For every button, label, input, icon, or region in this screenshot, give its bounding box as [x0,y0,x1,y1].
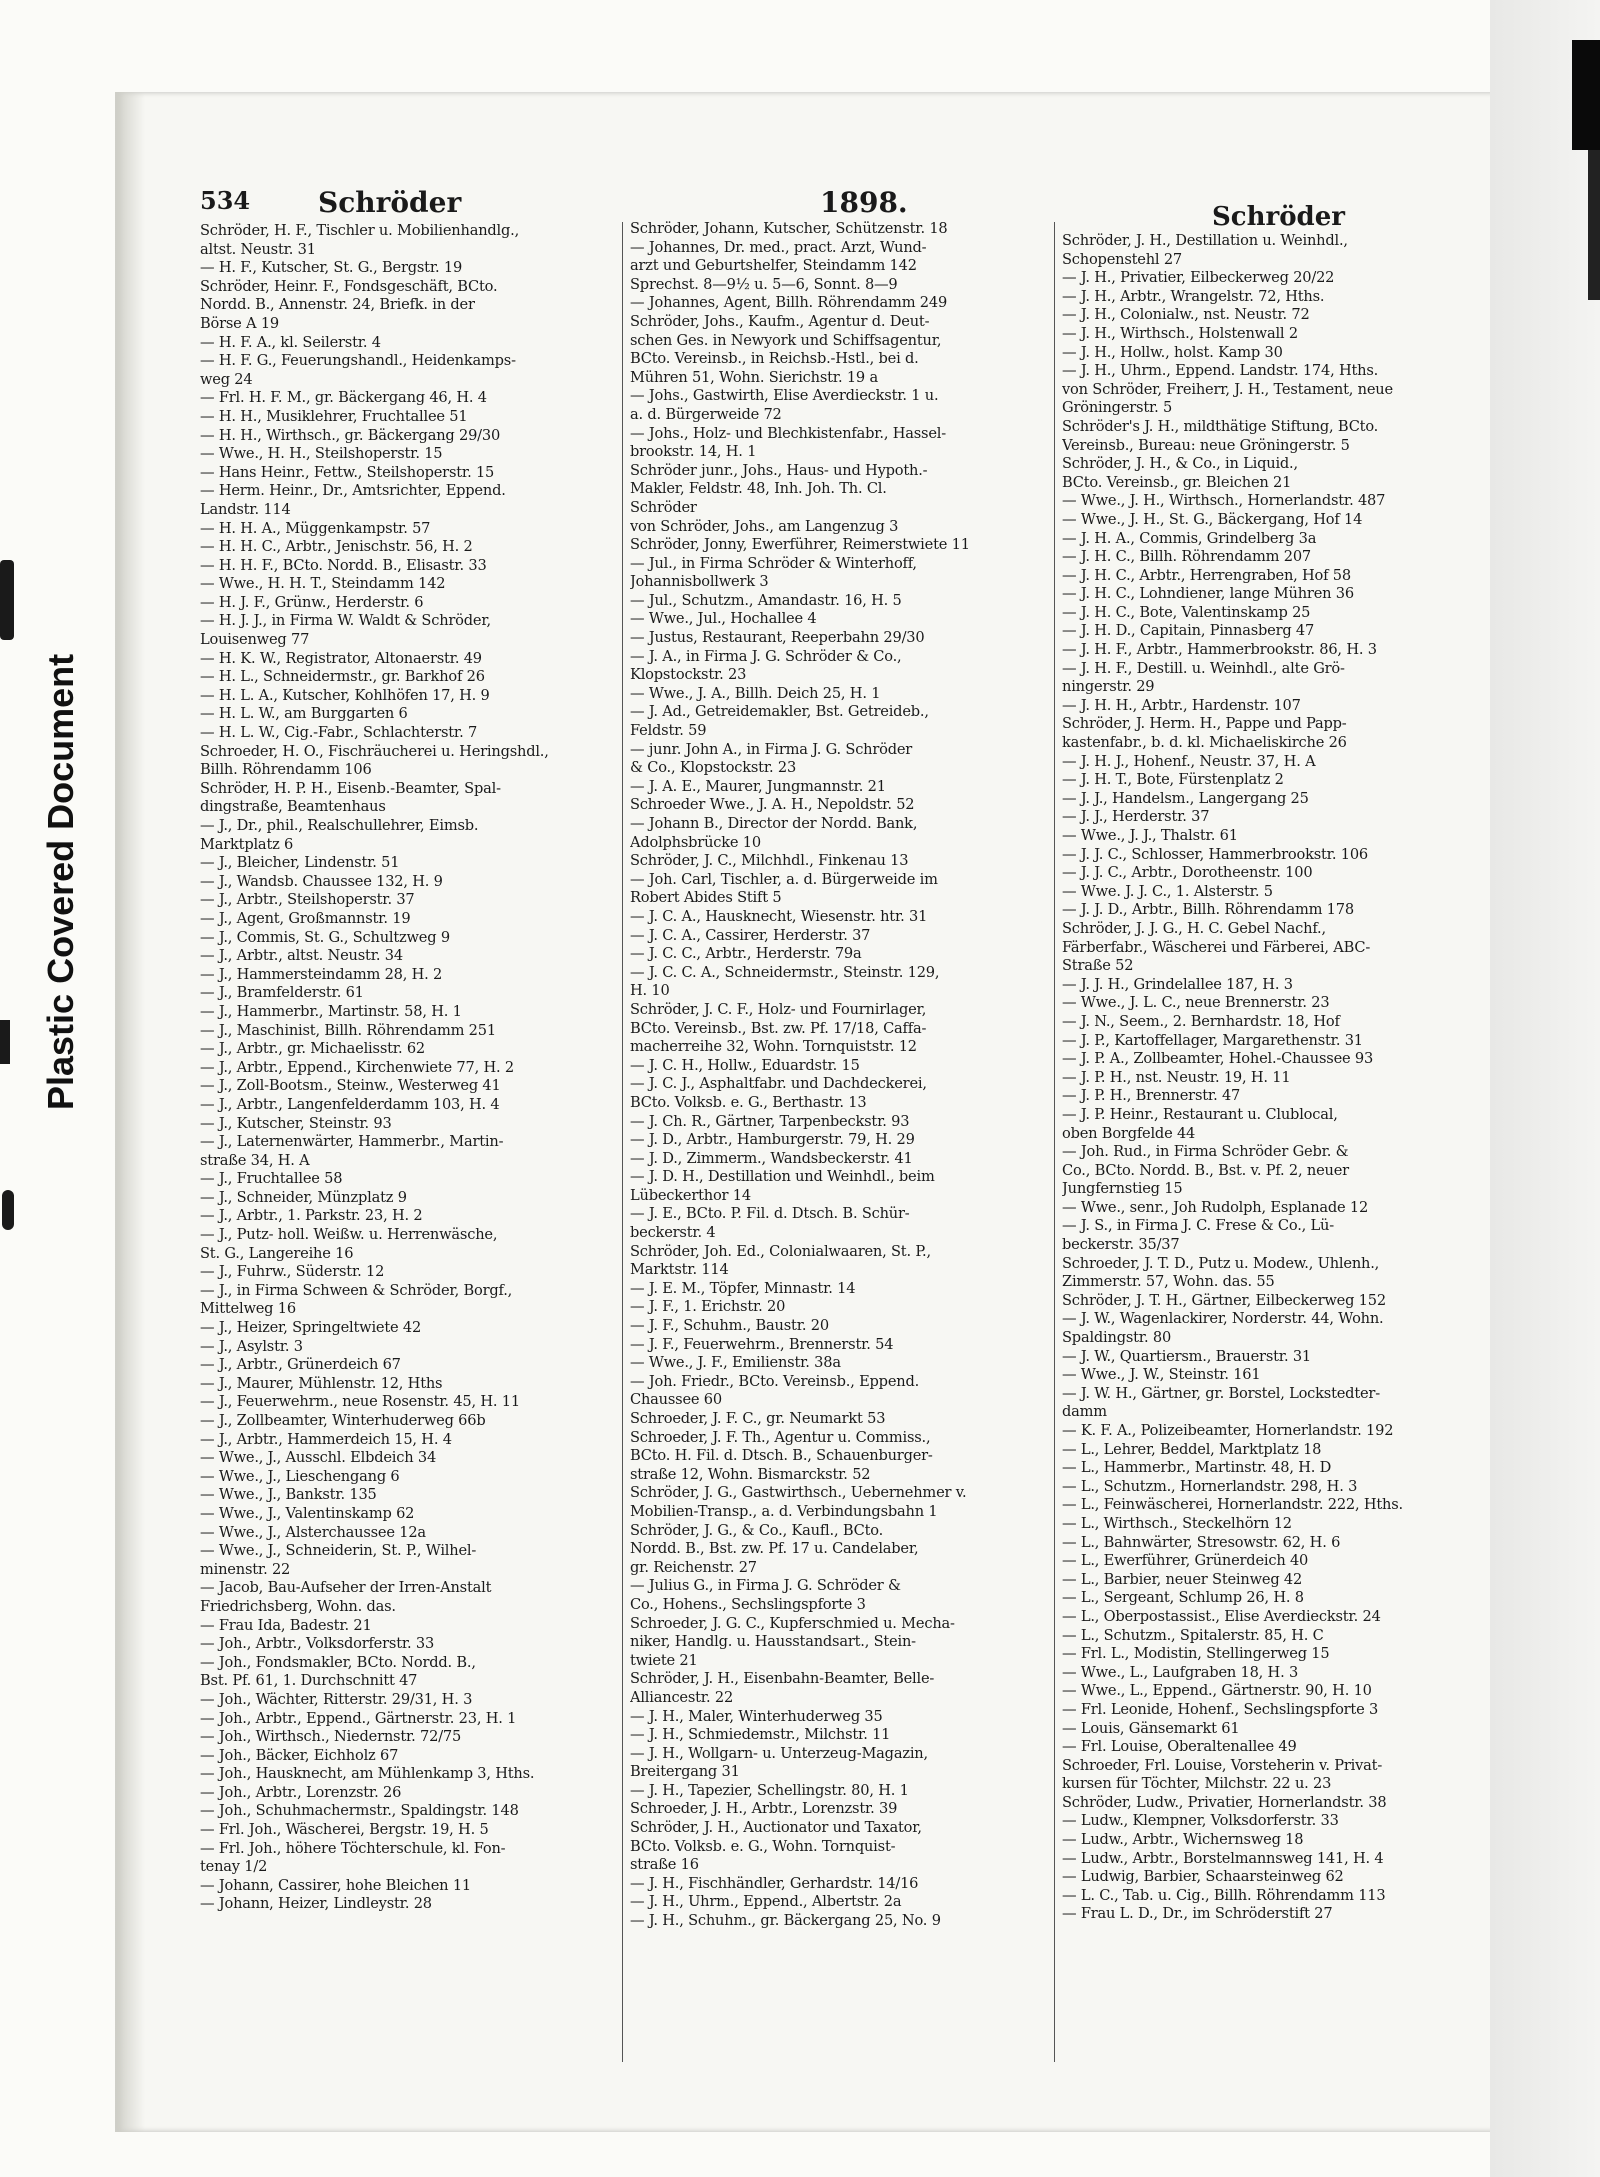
directory-entry: — J. H., Schuhm., gr. Bäckergang 25, No. 9 [630,1912,941,1930]
directory-entry: — H. H. A., Müggenkampstr. 57 [200,519,431,537]
directory-entry: — J. W., Quartiersm., Brauerstr. 31 [1062,1347,1312,1365]
directory-entry: — L., Lehrer, Beddel, Marktplatz 18 [1062,1440,1322,1458]
directory-entry: — Johannes, Agent, Billh. Röhrendamm 249 [630,294,948,312]
directory-entry: — L., Wirthsch., Steckelhörn 12 [1062,1514,1292,1532]
directory-entry: — Wwe., J. J., Thalstr. 61 [1062,827,1238,844]
directory-entry: — J. C. J., Asphaltfabr. und Dachdeckerei, [630,1075,927,1093]
directory-entry: Spaldingstr. 80 [1062,1329,1172,1347]
directory-entry: beckerstr. 35/37 [1062,1236,1180,1254]
directory-entry: — Jul., in Firma Schröder & Winterhoff, [630,554,917,572]
directory-entry: — Wwe., senr., Joh Rudolph, Esplanade 12 [1062,1198,1369,1216]
directory-entry: — Johannes, Dr. med., pract. Arzt, Wund- [630,238,927,256]
directory-entry: — J. S., in Firma J. C. Frese & Co., Lü- [1062,1217,1334,1235]
directory-entry: — J., Kutscher, Steinstr. 93 [200,1114,392,1132]
directory-entry: — Joh., Fondsmakler, BCto. Nordd. B., [200,1653,476,1671]
directory-entry: — J., Bleicher, Lindenstr. 51 [200,854,400,872]
directory-entry: Breitergang 31 [630,1763,740,1781]
directory-entry: — J., Arbtr., altst. Neustr. 34 [200,947,403,965]
directory-entry: BCto. Volksb. e. G., Wohn. Tornquist- [630,1837,896,1855]
directory-entry: Landstr. 114 [200,500,291,518]
directory-entry: twiete 21 [630,1651,698,1669]
directory-entry: BCto. H. Fil. d. Dtsch. B., Schauenburger- [630,1447,933,1465]
scan-corner-mark [1588,150,1600,300]
directory-entry: — Wwe., J., Bankstr. 135 [200,1486,377,1504]
directory-entry: — Johann B., Director der Nordd. Bank, [630,815,918,832]
directory-entry: Schroeder, J. F. C., gr. Neumarkt 53 [630,1410,886,1427]
directory-entry: — J., Zoll-Bootsm., Steinw., Westerweg 41 [200,1077,501,1095]
directory-entry: — L., Schutzm., Spitalerstr. 85, H. C [1062,1626,1324,1644]
directory-entry: Schröder, J. H., Eisenbahn-Beamter, Belle- [630,1670,935,1688]
directory-entry: Vereinsb., Bureau: neue Gröningerstr. 5 [1062,436,1350,454]
directory-entry: gr. Reichenstr. 27 [630,1558,757,1576]
directory-entry: Johannisbollwerk 3 [630,573,769,591]
directory-entry: Co., Hohens., Sechslingspforte 3 [630,1595,866,1613]
directory-entry: — H. H., Musiklehrer, Fruchtallee 51 [200,407,468,425]
directory-entry: — Ludw., Arbtr., Borstelmannsweg 141, H. 4 [1062,1849,1384,1867]
directory-entry: — Wwe., J., Alsterchaussee 12a [200,1523,426,1541]
directory-column-1 [200,222,620,1914]
directory-entry: brookstr. 14, H. 1 [630,443,757,461]
directory-entry: — H. K. W., Registrator, Altonaerstr. 49 [200,649,482,667]
directory-entry: — J., Fuhrw., Süderstr. 12 [200,1263,385,1281]
directory-entry: — J. H., Uhrm., Eppend. Landstr. 174, Hths. [1062,362,1379,380]
directory-entry: altst. Neustr. 31 [200,240,316,258]
directory-entry: oben Borgfelde 44 [1062,1124,1196,1142]
directory-entry: — J. J. D., Arbtr., Billh. Röhrendamm 178 [1062,901,1354,919]
directory-entry: — J., Arbtr., 1. Parkstr. 23, H. 2 [200,1207,423,1225]
directory-entry: Schröder, H. P. H., Eisenb.-Beamter, Spal- [200,779,501,797]
directory-entry: — L., Feinwäscherei, Hornerlandstr. 222, Hths. [1062,1496,1403,1514]
directory-entry: — J., Dr., phil., Realschullehrer, Eimsb. [200,817,479,834]
directory-entry: — J., Feuerwehrm., neue Rosenstr. 45, H. 11 [200,1393,520,1411]
side-label-text: Plastic Covered Document [40,653,81,1110]
directory-entry: Robert Abides Stift 5 [630,889,782,907]
directory-entry: straße 34, H. A [200,1151,310,1169]
directory-entry: — Jacob, Bau-Aufseher der Irren-Anstalt [200,1579,492,1597]
directory-entry: — J., Schneider, Münzplatz 9 [200,1188,407,1206]
directory-entry: — J., Putz- holl. Weißw. u. Herrenwäsche, [200,1226,498,1244]
directory-entry: — J. C. A., Hausknecht, Wiesenstr. htr. 31 [630,907,928,925]
directory-entry: BCto. Vereinsb., in Reichsb.-Hstl., bei d. [630,350,919,368]
directory-entry: — J. J. C., Schlosser, Hammerbrookstr. 106 [1062,845,1368,863]
directory-entry: — Wwe., J. L. C., neue Brennerstr. 23 [1062,994,1330,1012]
directory-entry: — J., Asylstr. 3 [200,1337,303,1355]
directory-entry: — J., Zollbeamter, Winterhuderweg 66b [200,1412,486,1429]
directory-entry: — Wwe., Jul., Hochallee 4 [630,610,817,628]
directory-entry: — junr. John A., in Firma J. G. Schröder [630,740,913,758]
directory-entry: BCto. Volksb. e. G., Berthastr. 13 [630,1093,867,1111]
directory-entry: Co., BCto. Nordd. B., Bst. v. Pf. 2, neuer [1062,1161,1349,1179]
directory-entry: — J., Arbtr., Eppend., Kirchenwiete 77, H. 2 [200,1058,514,1076]
directory-entry: — Wwe., J., Valentinskamp 62 [200,1504,415,1522]
directory-entry: — H. L., Schneidermstr., gr. Barkhof 26 [200,668,485,686]
directory-entry: — J., in Firma Schween & Schröder, Borgf., [200,1281,513,1299]
directory-entry: — J. W., Wagenlackirer, Norderstr. 44, Wohn. [1062,1310,1384,1328]
directory-entry: — J. H. D., Capitain, Pinnasberg 47 [1062,622,1315,640]
directory-entry: Schröder, H. F., Tischler u. Mobilienhandlg., [200,222,520,239]
directory-entry: Friedrichsberg, Wohn. das. [200,1597,396,1615]
directory-entry: Nordd. B., Annenstr. 24, Briefk. in der [200,296,475,314]
directory-entry: — Ludwig, Barbier, Schaarsteinweg 62 [1062,1868,1344,1886]
directory-entry: — J. C. H., Hollw., Eduardstr. 15 [630,1056,860,1074]
directory-entry: Börse A 19 [200,314,279,332]
directory-entry: — J. H. F., Arbtr., Hammerbrookstr. 86, H. 3 [1062,641,1377,659]
directory-entry: — J. H., Schmiedemstr., Milchstr. 11 [630,1726,891,1744]
directory-entry: — J. H., Hollw., holst. Kamp 30 [1062,343,1283,361]
directory-entry: St. G., Langereihe 16 [200,1244,354,1262]
directory-entry: — Wwe., J. H., St. G., Bäckergang, Hof 14 [1062,510,1363,528]
directory-entry: — Wwe., J., Schneiderin, St. P., Wilhel- [200,1542,477,1560]
directory-entry: Schroeder, J. F. Th., Agentur u. Commiss., [630,1428,931,1446]
directory-entry: — Frl. Joh., höhere Töchterschule, kl. Fon- [200,1839,506,1857]
directory-entry: — Ludw., Arbtr., Wichernsweg 18 [1062,1831,1304,1849]
directory-entry: — J. C. A., Cassirer, Herderstr. 37 [630,926,871,944]
page-gutter-shadow [115,92,145,2132]
scan-edge [1490,0,1600,2177]
directory-entry: — J., Arbtr., Grünerdeich 67 [200,1356,401,1374]
directory-entry: Schröder, J. H., Destillation u. Weinhdl., [1062,232,1348,249]
directory-entry: — J. E., BCto. P. Fil. d. Dtsch. B. Schür- [630,1205,910,1223]
directory-entry: — J. H. J., Hohenf., Neustr. 37, H. A [1062,752,1316,770]
directory-entry: Schröder, J. T. H., Gärtner, Eilbeckerweg 152 [1062,1291,1386,1309]
directory-entry: — Johann, Heizer, Lindleystr. 28 [200,1895,432,1913]
directory-entry: — J., Heizer, Springeltwiete 42 [200,1319,422,1337]
directory-entry: — J., Arbtr., gr. Michaelisstr. 62 [200,1040,425,1058]
directory-entry: beckerstr. 4 [630,1224,716,1242]
directory-entry: — K. F. A., Polizeibeamter, Hornerlandstr. 192 [1062,1422,1394,1439]
directory-entry: — J. E. M., Töpfer, Minnastr. 14 [630,1279,856,1297]
directory-entry: — Joh., Hausknecht, am Mühlenkamp 3, Hths. [200,1765,535,1783]
directory-entry: — Joh., Arbtr., Volksdorferstr. 33 [200,1635,435,1653]
running-head-right: Schröder [1212,202,1345,232]
directory-entry: ningerstr. 29 [1062,678,1155,696]
directory-entry: Nordd. B., Bst. zw. Pf. 17 u. Candelaber, [630,1540,919,1558]
directory-entry: Adolphsbrücke 10 [630,833,761,851]
directory-entry: Schröder, J. H., & Co., in Liquid., [1062,455,1298,473]
directory-entry: — J. H. H., Arbtr., Hardenstr. 107 [1062,696,1301,714]
directory-entry: BCto. Vereinsb., gr. Bleichen 21 [1062,473,1292,491]
directory-entry: — J. H., Privatier, Eilbeckerweg 20/22 [1062,269,1335,287]
directory-entry: — Herm. Heinr., Dr., Amtsrichter, Eppend. [200,482,506,500]
directory-entry: — J., Bramfelderstr. 61 [200,984,364,1002]
directory-entry: — Wwe., H. H. T., Steindamm 142 [200,575,446,593]
directory-entry: Klopstockstr. 23 [630,666,747,684]
directory-entry: Chaussee 60 [630,1391,722,1409]
directory-entry: — H. H., Wirthsch., gr. Bäckergang 29/30 [200,426,501,444]
directory-entry: — J. P. A., Zollbeamter, Hohel.-Chaussee 93 [1062,1050,1374,1068]
directory-entry: Mobilien-Transp., a. d. Verbindungsbahn 1 [630,1502,938,1520]
directory-entry: minenstr. 22 [200,1560,291,1578]
directory-entry: — Joh. Carl, Tischler, a. d. Bürgerweide im [630,870,938,888]
directory-entry: Schröder, J. C., Milchhdl., Finkenau 13 [630,852,909,870]
directory-entry: — J. F., Feuerwehrm., Brennerstr. 54 [630,1335,894,1353]
directory-column-2 [630,220,1050,1931]
directory-entry: H. 10 [630,982,670,1000]
directory-entry: — J. H. A., Commis, Grindelberg 3a [1062,529,1317,547]
directory-entry: Mittelweg 16 [200,1300,296,1318]
directory-entry: Gröningerstr. 5 [1062,399,1173,417]
directory-entry: — Hans Heinr., Fettw., Steilshoperstr. 15 [200,463,495,481]
directory-entry: Schopenstehl 27 [1062,250,1182,268]
directory-entry: Schröder junr., Johs., Haus- und Hypoth.- [630,461,928,479]
directory-entry: Schröder, Jonny, Ewerführer, Reimerstwiete 11 [630,536,970,554]
directory-entry: — J. H. C., Bote, Valentinskamp 25 [1062,603,1311,621]
directory-entry: — J., Arbtr., Steilshoperstr. 37 [200,891,415,909]
directory-entry: Straße 52 [1062,957,1134,975]
directory-entry: — Jul., Schutzm., Amandastr. 16, H. 5 [630,591,902,609]
directory-entry: — Joh., Arbtr., Lorenzstr. 26 [200,1783,402,1801]
directory-entry: — Johann, Cassirer, hohe Bleichen 11 [200,1876,471,1894]
directory-entry: — Frl. H. F. M., gr. Bäckergang 46, H. 4 [200,389,487,407]
directory-entry: — J. H., Maler, Winterhuderweg 35 [630,1707,883,1725]
directory-entry: — L., Bahnwärter, Stresowstr. 62, H. 6 [1062,1533,1341,1551]
directory-entry: Schroeder, Frl. Louise, Vorsteherin v. Privat- [1062,1756,1383,1774]
directory-entry: von Schröder, Johs., am Langenzug 3 [630,517,899,535]
directory-entry: — J., Wandsb. Chaussee 132, H. 9 [200,872,443,890]
directory-entry: Sprechst. 8—9½ u. 5—6, Sonnt. 8—9 [630,275,898,293]
directory-entry: — J. H., Tapezier, Schellingstr. 80, H. 1 [630,1781,909,1799]
directory-entry: — H. L. A., Kutscher, Kohlhöfen 17, H. 9 [200,686,490,704]
directory-entry: Schröder, J. C. F., Holz- und Fournirlager, [630,1000,927,1018]
directory-entry: Schröder, Joh. Ed., Colonialwaaren, St. P., [630,1242,931,1260]
directory-entry: — H. F. A., kl. Seilerstr. 4 [200,333,381,351]
directory-entry: — J., Hammersteindamm 28, H. 2 [200,965,443,983]
directory-entry: — Wwe., L., Laufgraben 18, H. 3 [1062,1663,1299,1681]
directory-entry: — Wwe., J. F., Emilienstr. 38a [630,1354,841,1372]
page-number: 534 [200,186,251,215]
directory-entry: kursen für Töchter, Milchstr. 22 u. 23 [1062,1775,1332,1793]
directory-entry: — J., Maschinist, Billh. Röhrendamm 251 [200,1021,496,1039]
directory-entry: — Ludw., Klempner, Volksdorferstr. 33 [1062,1812,1339,1830]
directory-entry: — J. C. C., Arbtr., Herderstr. 79a [630,945,862,963]
directory-entry: — Joh., Wächter, Ritterstr. 29/31, H. 3 [200,1690,473,1708]
directory-entry: — Joh., Bäcker, Eichholz 67 [200,1746,399,1764]
directory-entry: macherreihe 32, Wohn. Tornquiststr. 12 [630,1038,917,1056]
directory-entry: Schröder [630,498,697,516]
directory-entry: — Frau Ida, Badestr. 21 [200,1616,372,1634]
directory-entry: — J. A., in Firma J. G. Schröder & Co., [630,647,902,665]
directory-entry: — H. J. F., Grünw., Herderstr. 6 [200,593,424,611]
directory-entry: Louisenweg 77 [200,631,310,649]
directory-entry: Schröder, J. G., & Co., Kaufl., BCto. [630,1521,884,1539]
directory-entry: — L., Ewerführer, Grünerdeich 40 [1062,1552,1309,1570]
directory-entry: — J. H. T., Bote, Fürstenplatz 2 [1062,771,1284,789]
directory-entry: — H. F., Kutscher, St. G., Bergstr. 19 [200,259,463,277]
directory-entry: Schröder, Ludw., Privatier, Hornerlandstr. 38 [1062,1793,1387,1811]
directory-entry: — Wwe., J., Ausschl. Elbdeich 34 [200,1449,437,1467]
directory-entry: Schröder, J. G., Gastwirthsch., Uebernehmer v. [630,1484,967,1502]
directory-entry: — J. D. H., Destillation und Weinhdl., beim [630,1168,935,1186]
directory-entry: a. d. Bürgerweide 72 [630,405,782,423]
directory-entry: Schroeder, H. O., Fischräucherei u. Heringshdl., [200,742,549,760]
scan-artifact-mark [0,1020,10,1064]
directory-entry: Schröder, J. H., Auctionator und Taxator, [630,1819,922,1837]
directory-entry: Schröder, Johs., Kaufm., Agentur d. Deut- [630,312,930,330]
directory-entry: — J., Laternenwärter, Hammerbr., Martin- [200,1133,504,1151]
directory-entry: — J. H., Uhrm., Eppend., Albertstr. 2a [630,1893,902,1911]
directory-entry: — J. J. H., Grindelallee 187, H. 3 [1062,975,1293,993]
directory-entry: — J., Arbtr., Langenfelderdamm 103, H. 4 [200,1095,500,1113]
directory-entry: — L., Schutzm., Hornerlandstr. 298, H. 3 [1062,1477,1358,1495]
directory-entry: Schröder, J. J. G., H. C. Gebel Nachf., [1062,919,1326,937]
directory-entry: straße 12, Wohn. Bismarckstr. 52 [630,1465,871,1483]
directory-entry: — H. L. W., am Burggarten 6 [200,705,408,723]
scan-corner-mark [1572,40,1600,150]
directory-entry: — J. Ch. R., Gärtner, Tarpenbeckstr. 93 [630,1112,910,1130]
directory-entry: — L., Hammerbr., Martinstr. 48, H. D [1062,1459,1332,1477]
directory-entry: kastenfabr., b. d. kl. Michaeliskirche 26 [1062,734,1347,752]
directory-entry: — Johs., Holz- und Blechkistenfabr., Hassel- [630,424,946,442]
directory-entry: tenay 1/2 [200,1858,268,1876]
directory-entry: Alliancestr. 22 [630,1688,734,1706]
directory-entry: — Wwe., J. A., Billh. Deich 25, H. 1 [630,684,881,702]
column-divider [622,222,623,2062]
directory-entry: — J., Agent, Großmannstr. 19 [200,909,411,927]
directory-entry: — H. F. G., Feuerungshandl., Heidenkamps- [200,352,516,370]
directory-entry: — J., Fruchtallee 58 [200,1170,343,1188]
directory-entry: — Joh. Rud., in Firma Schröder Gebr. & [1062,1143,1349,1161]
directory-entry: — Joh. Friedr., BCto. Vereinsb., Eppend. [630,1372,920,1390]
directory-entry: Bst. Pf. 61, 1. Durchschnitt 47 [200,1672,418,1690]
directory-entry: — Wwe. J. J. C., 1. Alsterstr. 5 [1062,882,1273,900]
directory-entry: — J., Maurer, Mühlenstr. 12, Hths [200,1374,443,1392]
directory-entry: — J., Commis, St. G., Schultzweg 9 [200,928,450,946]
directory-entry: — J. P. H., Brennerstr. 47 [1062,1087,1241,1105]
directory-entry: — J. H., Fischhändler, Gerhardstr. 14/16 [630,1874,919,1892]
directory-entry: — J. Ad., Getreidemakler, Bst. Getreideb., [630,703,929,721]
directory-entry: — J. F., 1. Erichstr. 20 [630,1298,786,1316]
directory-entry: — J. P. H., nst. Neustr. 19, H. 11 [1062,1068,1291,1086]
directory-entry: Feldstr. 59 [630,722,707,740]
directory-column-3 [1062,232,1474,1924]
directory-entry: schen Ges. in Newyork und Schiffsagentur, [630,331,942,349]
directory-entry: — J. W. H., Gärtner, gr. Borstel, Lockstedter- [1062,1384,1380,1402]
directory-entry: — L., Oberpostassist., Elise Averdieckstr. 24 [1062,1607,1381,1625]
directory-entry: — Johs., Gastwirth, Elise Averdieckstr. 1 u. [630,387,939,405]
directory-entry: — J. P., Kartoffellager, Margarethenstr. 31 [1062,1031,1363,1049]
running-head-year: 1898. [820,186,908,219]
directory-entry: — Joh., Arbtr., Eppend., Gärtnerstr. 23, H. 1 [200,1709,517,1727]
directory-entry: — Wwe., J., Lieschengang 6 [200,1467,400,1485]
directory-entry: Färberfabr., Wäscherei und Färberei, ABC- [1062,938,1371,956]
directory-entry: straße 16 [630,1856,699,1874]
directory-entry: — J. J., Handelsm., Langergang 25 [1062,789,1309,807]
directory-entry: — Frl. Joh., Wäscherei, Bergstr. 19, H. 5 [200,1821,489,1839]
directory-entry: — Wwe., J. H., Wirthsch., Hornerlandstr. 487 [1062,492,1386,510]
directory-entry: Billh. Röhrendamm 106 [200,761,372,779]
directory-entry: — Wwe., H. H., Steilshoperstr. 15 [200,445,443,463]
directory-entry: — Frl. Leonide, Hohenf., Sechslingspforte 3 [1062,1700,1379,1718]
directory-entry: — J. H. C., Lohndiener, lange Mühren 36 [1062,585,1354,603]
directory-entry: — Joh., Wirthsch., Niedernstr. 72/75 [200,1728,462,1746]
directory-entry: — J. H. F., Destill. u. Weinhdl., alte Grö- [1062,659,1345,677]
scan-artifact-mark [0,560,14,640]
directory-entry: Lübeckerthor 14 [630,1186,751,1204]
directory-entry: — J. H., Wirthsch., Holstenwall 2 [1062,324,1298,342]
directory-entry: — J. H. C., Billh. Röhrendamm 207 [1062,548,1311,566]
directory-entry: & Co., Klopstockstr. 23 [630,759,797,777]
directory-entry: — Wwe., J. W., Steinstr. 161 [1062,1366,1261,1384]
directory-entry: niker, Handlg. u. Hausstandsart., Stein- [630,1633,916,1651]
directory-entry: — J., Arbtr., Hammerdeich 15, H. 4 [200,1430,452,1448]
scan-artifact-mark [2,1190,14,1230]
directory-entry: Schröder's J. H., mildthätige Stiftung, BCto. [1062,417,1379,435]
running-head-left: Schröder [318,186,462,219]
directory-entry: Schroeder, J. H., Arbtr., Lorenzstr. 39 [630,1800,898,1818]
directory-entry: Jungfernstieg 15 [1062,1180,1183,1198]
directory-entry: Mühren 51, Wohn. Sierichstr. 19 a [630,368,878,386]
directory-entry: weg 24 [200,370,253,388]
directory-entry: — Joh., Schuhmachermstr., Spaldingstr. 148 [200,1802,519,1820]
directory-entry: — J. P. Heinr., Restaurant u. Clublocal, [1062,1105,1338,1123]
directory-entry: von Schröder, Freiherr, J. H., Testament, neue [1062,380,1393,398]
directory-entry: — J. H., Arbtr., Wrangelstr. 72, Hths. [1062,287,1325,305]
directory-entry: Schroeder Wwe., J. A. H., Nepoldstr. 52 [630,796,915,814]
directory-entry: Marktstr. 114 [630,1261,729,1279]
directory-entry: — J. C. C. A., Schneidermstr., Steinstr. 129, [630,963,940,981]
directory-entry: — Frl. Louise, Oberaltenallee 49 [1062,1738,1297,1756]
directory-entry: — Frl. L., Modistin, Stellingerweg 15 [1062,1645,1330,1663]
directory-entry: dingstraße, Beamtenhaus [200,798,386,816]
directory-entry: Schröder, Johann, Kutscher, Schützenstr. 18 [630,220,948,237]
column-divider [1054,222,1055,2062]
directory-entry: Schröder, J. Herm. H., Pappe und Papp- [1062,715,1347,733]
directory-entry: — L. C., Tab. u. Cig., Billh. Röhrendamm 113 [1062,1886,1386,1904]
directory-entry: — Justus, Restaurant, Reeperbahn 29/30 [630,629,925,647]
directory-entry: — H. J. J., in Firma W. Waldt & Schröder, [200,612,491,630]
directory-entry: — J. H., Colonialw., nst. Neustr. 72 [1062,306,1310,324]
directory-entry: — Frau L. D., Dr., im Schröderstift 27 [1062,1905,1333,1923]
directory-entry: damm [1062,1403,1107,1421]
directory-entry: — Wwe., L., Eppend., Gärtnerstr. 90, H. 10 [1062,1682,1372,1700]
directory-entry: BCto. Vereinsb., Bst. zw. Pf. 17/18, Caffa- [630,1019,927,1037]
directory-entry: Makler, Feldstr. 48, Inh. Joh. Th. Cl. [630,480,887,498]
directory-entry: — H. L. W., Cig.-Fabr., Schlachterstr. 7 [200,724,478,742]
directory-entry: Marktplatz 6 [200,835,294,853]
directory-entry: — H. H. F., BCto. Nordd. B., Elisastr. 33 [200,556,487,574]
directory-entry: — J. F., Schuhm., Baustr. 20 [630,1317,829,1335]
directory-entry: Schroeder, J. T. D., Putz u. Modew., Uhlenh., [1062,1254,1380,1272]
directory-entry: — J. N., Seem., 2. Bernhardstr. 18, Hof [1062,1012,1340,1030]
directory-entry: — J., Hammerbr., Martinstr. 58, H. 1 [200,1002,462,1020]
directory-entry: — L., Barbier, neuer Steinweg 42 [1062,1570,1303,1588]
directory-entry: Zimmerstr. 57, Wohn. das. 55 [1062,1273,1275,1291]
directory-entry: — J. H. C., Arbtr., Herrengraben, Hof 58 [1062,566,1351,584]
directory-entry: — J. J. C., Arbtr., Dorotheenstr. 100 [1062,864,1313,882]
directory-entry: — H. H. C., Arbtr., Jenischstr. 56, H. 2 [200,538,473,556]
directory-entry: — J. D., Zimmerm., Wandsbeckerstr. 41 [630,1149,913,1167]
directory-entry: Schroeder, J. G. C., Kupferschmied u. Mecha- [630,1614,955,1632]
directory-entry: arzt und Geburtshelfer, Steindamm 142 [630,257,917,275]
directory-entry: — J. A. E., Maurer, Jungmannstr. 21 [630,777,886,795]
directory-entry: Schröder, Heinr. F., Fondsgeschäft, BCto. [200,277,498,295]
directory-entry: — J. H., Wollgarn- u. Unterzeug-Magazin, [630,1744,928,1762]
directory-entry: — L., Sergeant, Schlump 26, H. 8 [1062,1589,1304,1607]
directory-entry: — J. D., Arbtr., Hamburgerstr. 79, H. 29 [630,1131,915,1149]
directory-entry: — Julius G., in Firma J. G. Schröder & [630,1577,901,1595]
directory-entry: — J. J., Herderstr. 37 [1062,808,1210,826]
directory-entry: — Louis, Gänsemarkt 61 [1062,1719,1240,1737]
